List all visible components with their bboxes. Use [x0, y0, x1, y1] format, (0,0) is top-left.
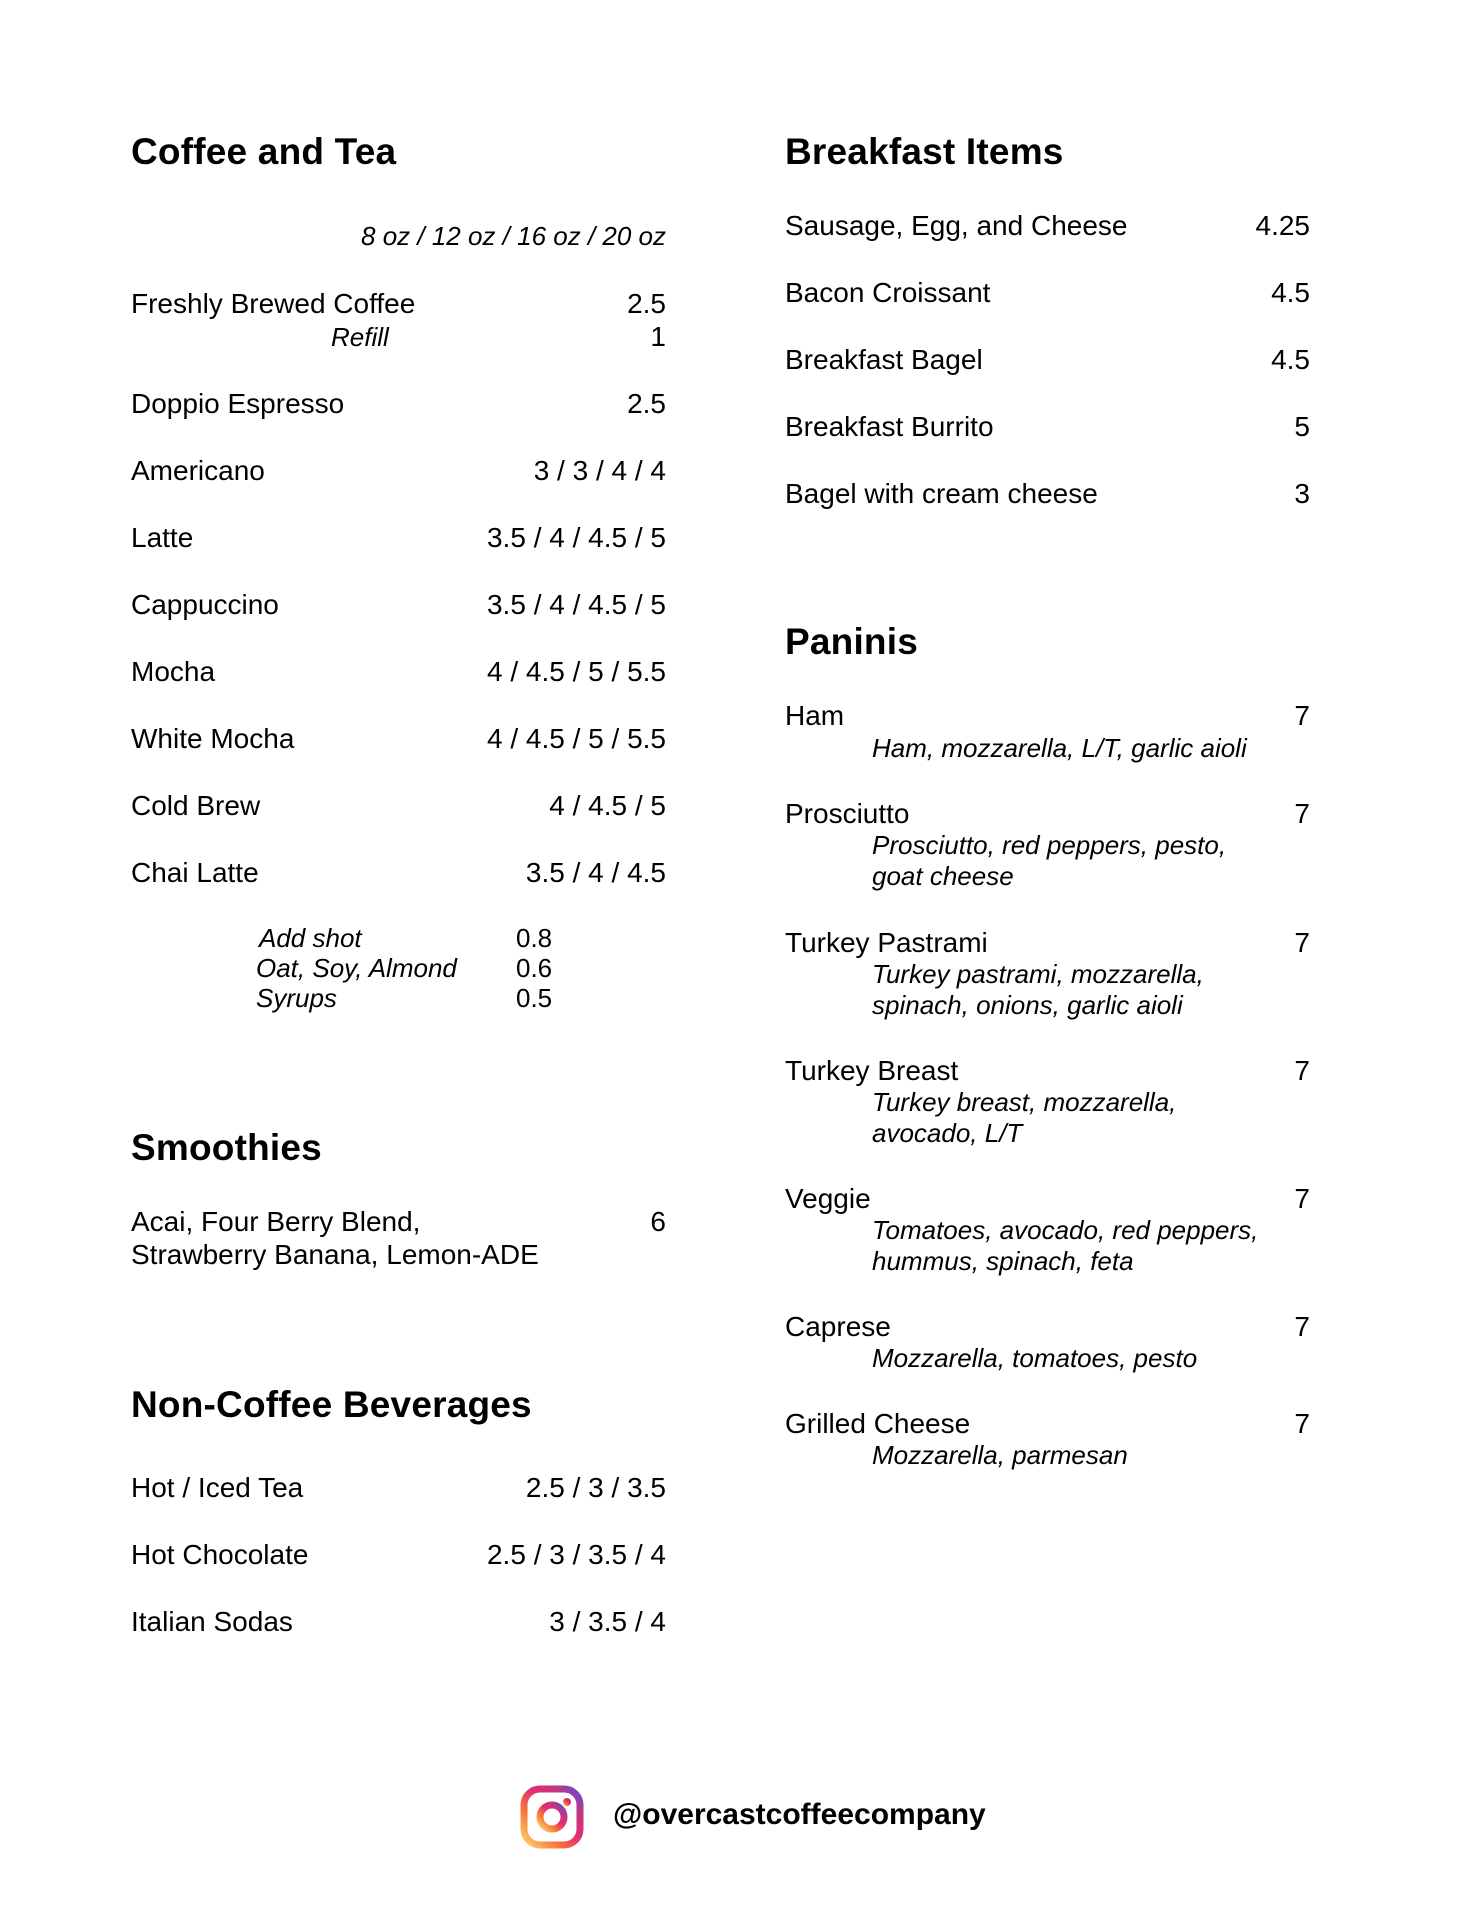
menu-item-price: 7	[1294, 1311, 1310, 1342]
size-legend: 8 oz / 12 oz / 16 oz / 20 oz	[361, 221, 666, 251]
panini-description: Prosciutto, red peppers, pesto, goat cheese	[872, 830, 1227, 891]
refill-price: 1	[650, 321, 666, 352]
panini-description: Ham, mozzarella, L/T, garlic aioli	[872, 733, 1247, 763]
menu-item-price: 4.25	[1255, 210, 1310, 241]
menu-item-price: 3 / 3.5 / 4	[549, 1606, 666, 1637]
menu-item-price: 3.5 / 4 / 4.5 / 5	[486, 589, 666, 620]
menu-item-name: Mocha	[131, 656, 216, 687]
menu-item-price: 3.5 / 4 / 4.5 / 5	[486, 522, 666, 553]
addon-label: Syrups	[256, 983, 337, 1013]
menu-item-name: Italian Sodas	[131, 1606, 293, 1637]
menu-item-price: 4 / 4.5 / 5	[549, 790, 666, 821]
menu-item-price: 3 / 3 / 4 / 4	[533, 455, 666, 486]
menu-item-price: 7	[1294, 1055, 1310, 1086]
menu-item-name: Caprese	[785, 1311, 891, 1342]
coffee-heading: Coffee and Tea	[131, 131, 397, 172]
menu-item-name: Veggie	[785, 1183, 871, 1214]
panini-description: Turkey breast, mozzarella, avocado, L/T	[872, 1087, 1177, 1148]
addon-price: 0.8	[516, 923, 553, 953]
menu-item-name: Freshly Brewed Coffee	[131, 288, 416, 319]
menu-item-name: Hot / Iced Tea	[131, 1472, 304, 1503]
paninis-heading: Paninis	[785, 621, 918, 662]
menu-item-name: Turkey Breast	[785, 1055, 959, 1086]
smoothie-flavors-line1: Acai, Four Berry Blend,	[131, 1206, 421, 1237]
menu-item-price: 7	[1294, 798, 1310, 829]
menu-item-price: 3	[1294, 478, 1310, 509]
menu-item-name: Prosciutto	[785, 798, 910, 829]
instagram-handle[interactable]: @overcastcoffeecompany	[613, 1798, 986, 1831]
menu-item-name: Breakfast Bagel	[785, 344, 983, 375]
refill-label: Refill	[331, 322, 389, 352]
menu-item-price: 7	[1294, 1183, 1310, 1214]
menu-item-price: 2.5 / 3 / 3.5	[525, 1472, 666, 1503]
menu-item-name: Grilled Cheese	[785, 1408, 971, 1439]
panini-description: Turkey pastrami, mozzarella, spinach, onions, garlic aioli	[872, 959, 1204, 1020]
smoothie-price: 6	[650, 1206, 666, 1237]
menu-item-price: 3.5 / 4 / 4.5	[525, 857, 666, 888]
menu-item-name: Breakfast Burrito	[785, 411, 994, 442]
addon-label: Add shot	[259, 923, 362, 953]
menu-item-name: Doppio Espresso	[131, 388, 345, 419]
instagram-icon	[520, 1785, 584, 1849]
smoothies-heading: Smoothies	[131, 1127, 322, 1168]
menu-item-name: Hot Chocolate	[131, 1539, 309, 1570]
menu-item-price: 7	[1294, 700, 1310, 731]
menu-item-name: Bacon Croissant	[785, 277, 991, 308]
addon-label: Oat, Soy, Almond	[256, 953, 457, 983]
addon-price: 0.6	[516, 953, 553, 983]
panini-description: Mozzarella, parmesan	[872, 1440, 1128, 1470]
addon-price: 0.5	[516, 983, 553, 1013]
menu-item-price: 2.5	[627, 388, 666, 419]
menu-item-name: Chai Latte	[131, 857, 259, 888]
menu-item-price: 5	[1294, 411, 1310, 442]
menu-item-name: Cappuccino	[131, 589, 279, 620]
menu-item-price: 4 / 4.5 / 5 / 5.5	[486, 656, 666, 687]
panini-description: Mozzarella, tomatoes, pesto	[872, 1343, 1198, 1373]
panini-description: Tomatoes, avocado, red peppers, hummus, spinach, feta	[872, 1215, 1259, 1276]
breakfast-heading: Breakfast Items	[785, 131, 1064, 172]
menu-item-name: Turkey Pastrami	[785, 927, 988, 958]
menu-item-price: 4.5	[1271, 344, 1310, 375]
menu-item-price: 7	[1294, 1408, 1310, 1439]
menu-item-name: Cold Brew	[131, 790, 261, 821]
smoothie-flavors-line2: Strawberry Banana, Lemon-ADE	[131, 1239, 539, 1270]
menu-item-price: 2.5 / 3 / 3.5 / 4	[486, 1539, 666, 1570]
menu-item-price: 2.5	[627, 288, 666, 319]
menu-item-price: 7	[1294, 927, 1310, 958]
menu-item-name: White Mocha	[131, 723, 295, 754]
menu-item-name: Sausage, Egg, and Cheese	[785, 210, 1128, 241]
menu-item-name: Ham	[785, 700, 845, 731]
menu-item-name: Latte	[131, 522, 194, 553]
menu-item-price: 4 / 4.5 / 5 / 5.5	[486, 723, 666, 754]
noncoffee-heading: Non-Coffee Beverages	[131, 1384, 532, 1425]
menu-item-price: 4.5	[1271, 277, 1310, 308]
menu-item-name: Americano	[131, 455, 265, 486]
menu-item-name: Bagel with cream cheese	[785, 478, 1098, 509]
